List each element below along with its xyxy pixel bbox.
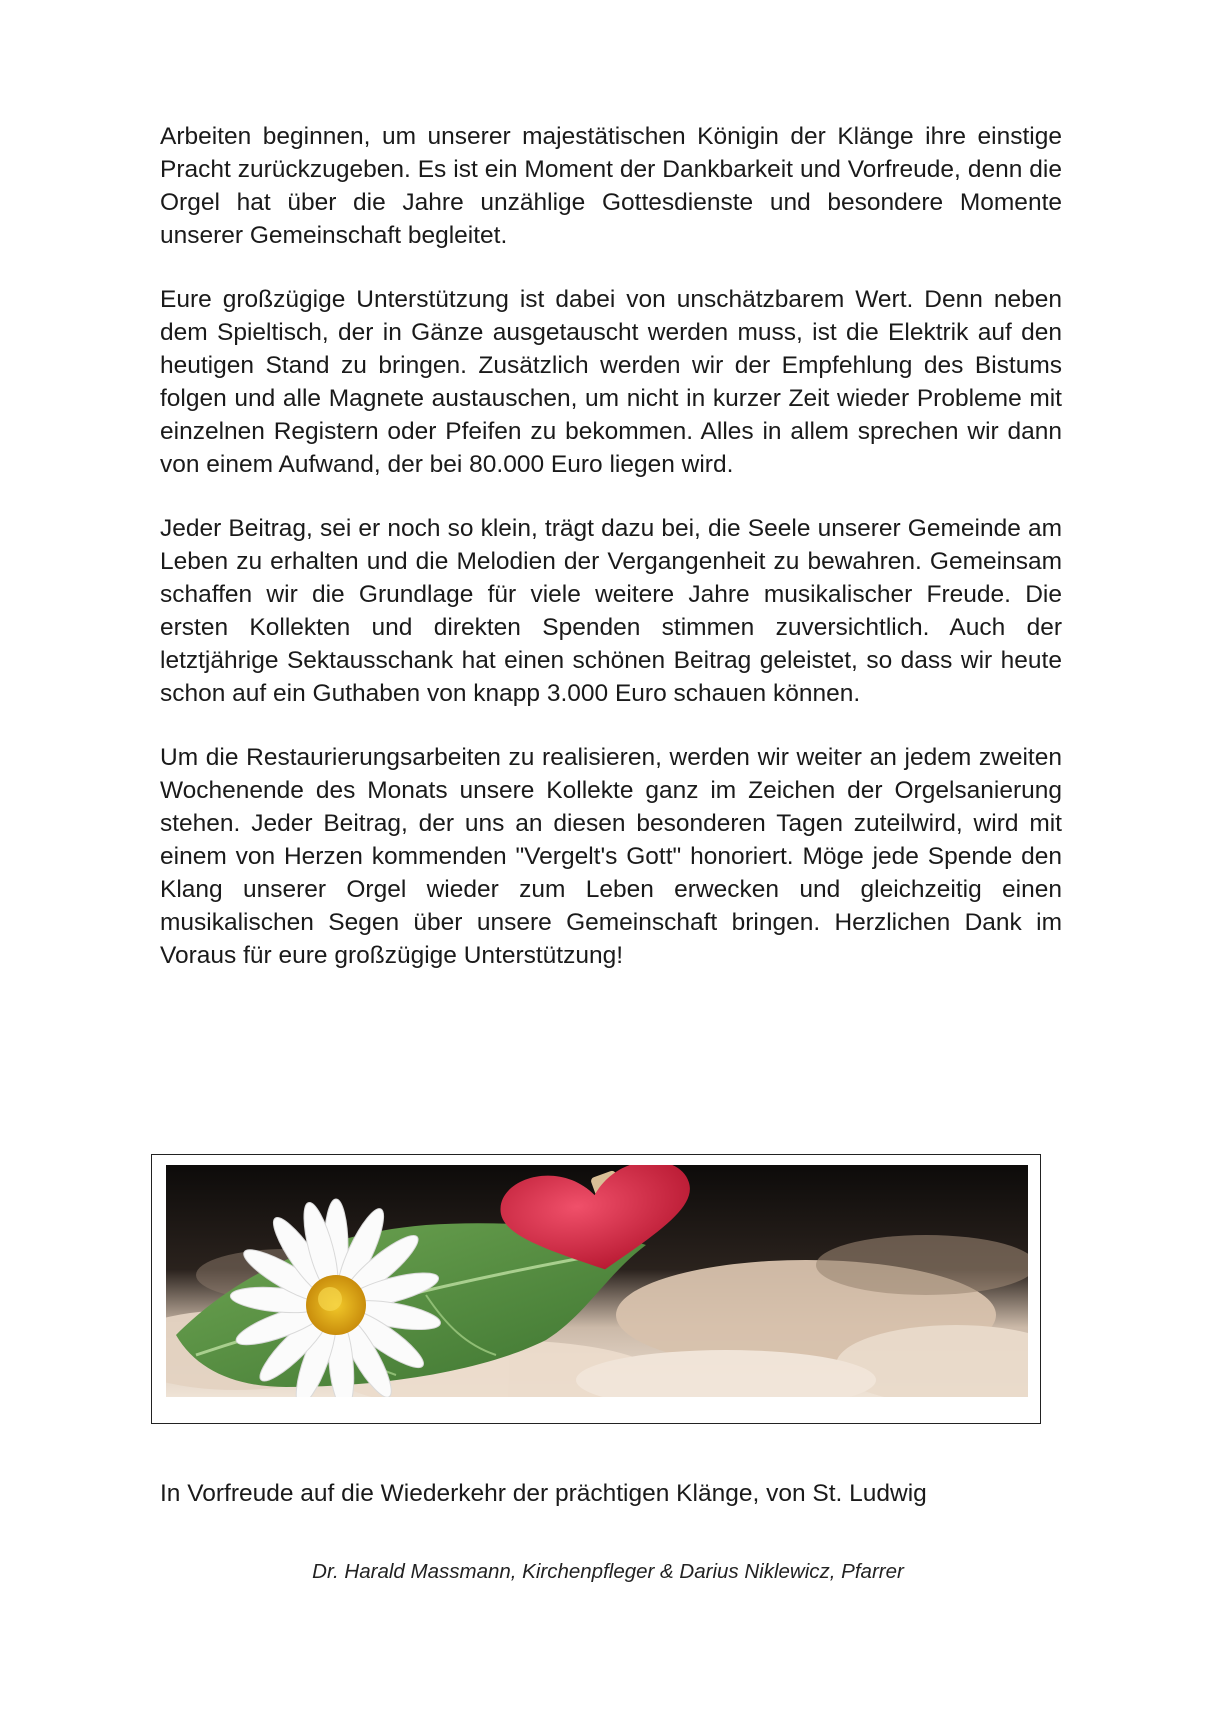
paragraph-3: Jeder Beitrag, sei er noch so klein, trägt dazu bei, die Seele unserer Gemeinde am Leben zu erhalten und die Melodien der Vergangenheit zu bewahren. Gemeinsam schaffen wir die Grundlage für viele weitere Jahre musikalischer Freude. Die ersten Kollekten und direkten Spenden stimmen zuversichtlich. Auch der letztjährige Sektausschank hat einen schönen Beitrag geleistet, so dass wir heute schon auf ein Guthaben von knapp 3.000 Euro schauen können. — [160, 515, 1062, 707]
signature-line: Dr. Harald Massmann, Kirchenpfleger & Darius Niklewicz, Pfarrer — [312, 1560, 904, 1583]
closing-line: In Vorfreude auf die Wiederkehr der prächtigen Klänge, von St. Ludwig — [160, 1480, 927, 1507]
daisy-heart-photo — [166, 1165, 1028, 1397]
paragraph-4: Um die Restaurierungsarbeiten zu realisieren, werden wir weiter an jedem zweiten Wochenende des Monats unsere Kollekte ganz im Zeichen der Orgelsanierung stehen. Jeder Beitrag, der uns an diesen besonderen Tagen zuteilwird, wird mit einem von Herzen kommenden "Vergelt's Gott" honoriert. Möge jede Spende den Klang unserer Orgel wieder zum Leben erwecken und gleichzeitig einen musikalischen Segen über unsere Gemeinschaft bringen. Herzlichen Dank im Voraus für eure großzügige Unterstützung! — [160, 744, 1062, 969]
photo-frame — [151, 1154, 1041, 1424]
body-text — [160, 120, 1062, 1003]
daisy-heart-illustration — [166, 1165, 1028, 1397]
paragraph-1: Arbeiten beginnen, um unserer majestätischen Königin der Klänge ihre einstige Pracht zurückzugeben. Es ist ein Moment der Dankbarkeit und Vorfreude, denn die Orgel hat über die Jahre unzählige Gottesdienste und besondere Momente unserer Gemeinschaft begleitet. — [160, 123, 1062, 249]
paragraph-2: Eure großzügige Unterstützung ist dabei von unschätzbarem Wert. Denn neben dem Spieltisch, der in Gänze ausgetauscht werden muss, ist die Elektrik auf den heutigen Stand zu bringen. Zusätzlich werden wir der Empfehlung des Bistums folgen und alle Magnete austauschen, um nicht in kurzer Zeit wieder Probleme mit einzelnen Registern oder Pfeifen zu bekommen. Alles in allem sprechen wir dann von einem Aufwand, der bei 80.000 Euro liegen wird. — [160, 286, 1062, 478]
